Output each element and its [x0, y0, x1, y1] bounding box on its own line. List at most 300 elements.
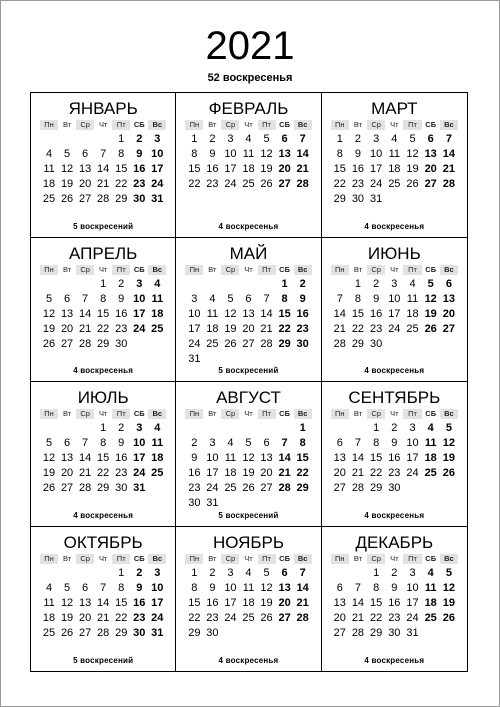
weekday-header — [331, 120, 458, 130]
day-cell: 22 — [188, 611, 201, 624]
day-cell: 6 — [64, 437, 71, 449]
day-cell: 1 — [299, 422, 306, 434]
month-name: ОКТЯБРЬ — [63, 532, 143, 552]
empty-day-cell — [422, 626, 440, 641]
week-row — [40, 466, 166, 481]
weekday-header — [40, 265, 166, 275]
week-row — [40, 611, 166, 626]
day-cell: 14 — [296, 148, 309, 160]
weekday-label: Вт — [353, 120, 363, 129]
day-cell: 28 — [442, 178, 455, 190]
day-cell: 8 — [191, 148, 198, 160]
empty-day-cell — [239, 352, 257, 367]
day-cell: 20 — [278, 596, 291, 609]
weekday-label: Ср — [76, 265, 94, 275]
month-name: ЯНВАРЬ — [68, 99, 138, 118]
day-cell: 26 — [42, 337, 56, 350]
sunday-count: 4 воскресенья — [364, 366, 425, 375]
day-cell: 18 — [242, 163, 255, 175]
weekday-label: Пн — [185, 265, 203, 275]
day-cell: 1 — [118, 133, 125, 145]
day-cell: 9 — [136, 148, 143, 160]
day-cell: 22 — [188, 178, 201, 190]
weekday-label: Чт — [98, 553, 108, 563]
week-row — [185, 626, 311, 641]
weekday-label: Чт — [390, 264, 399, 274]
weekday-label: Пн — [331, 120, 349, 130]
day-cell: 19 — [42, 467, 56, 479]
day-cell: 4 — [391, 133, 398, 145]
day-cell: 16 — [133, 596, 146, 609]
day-cell: 15 — [351, 307, 365, 320]
day-cell: 11 — [406, 292, 419, 305]
day-cell: 8 — [118, 148, 125, 160]
day-cell: 24 — [188, 337, 201, 350]
sunday-count: 4 воскресенья — [73, 366, 134, 375]
day-cell: 30 — [115, 337, 128, 350]
day-cell: 19 — [442, 596, 455, 609]
day-cell: 29 — [351, 337, 365, 350]
week-row — [40, 192, 166, 207]
day-cell: 17 — [206, 467, 219, 479]
sunday-count: 5 воскресений — [73, 221, 134, 231]
day-cell: 24 — [133, 467, 146, 479]
weekday-label: Вт — [62, 553, 72, 563]
empty-day-cell — [349, 566, 367, 581]
weekday-label: Вс — [294, 265, 312, 275]
day-cell: 29 — [97, 337, 110, 350]
day-cell: 28 — [351, 482, 365, 494]
month-panel — [31, 382, 176, 527]
weekday-label: СБ — [133, 120, 145, 129]
day-cell: 25 — [151, 322, 164, 335]
day-cell: 12 — [260, 581, 273, 594]
day-cell: 10 — [224, 581, 237, 594]
day-cell: 23 — [296, 322, 309, 335]
empty-day-cell — [440, 481, 458, 496]
day-cell: 4 — [45, 148, 53, 160]
day-cell: 16 — [206, 596, 219, 609]
weekday-label: Пт — [112, 265, 130, 275]
day-cell: 13 — [60, 307, 74, 320]
week-row — [40, 626, 166, 641]
day-cell: 26 — [60, 193, 74, 205]
week-row — [40, 421, 166, 436]
empty-day-cell — [276, 496, 294, 511]
day-cell: 23 — [115, 322, 128, 335]
day-cell: 7 — [281, 437, 288, 449]
day-cell: 9 — [118, 292, 125, 305]
month-panel — [31, 238, 176, 383]
empty-day-cell — [403, 337, 421, 352]
weekday-header — [40, 120, 166, 130]
weekday-header — [331, 409, 458, 419]
weekday-label: Пт — [403, 409, 421, 419]
sunday-count: 5 воскресений — [73, 656, 134, 665]
day-cell: 17 — [406, 596, 419, 609]
day-cell: 10 — [133, 437, 146, 449]
empty-day-cell — [276, 421, 294, 436]
day-cell: 26 — [442, 611, 455, 624]
day-cell: 15 — [115, 163, 128, 175]
day-cell: 14 — [78, 307, 92, 320]
week-row — [40, 481, 166, 496]
day-cell: 8 — [118, 581, 125, 594]
day-cell: 12 — [42, 452, 56, 464]
day-cell: 21 — [78, 322, 92, 335]
day-cell: 18 — [42, 611, 56, 624]
day-cell: 26 — [60, 626, 74, 639]
day-cell: 24 — [151, 178, 164, 190]
day-cell: 1 — [354, 277, 361, 290]
day-cell: 5 — [427, 277, 434, 290]
weekday-label: Пт — [112, 554, 130, 564]
week-row — [331, 292, 458, 307]
day-cell: 1 — [191, 133, 198, 145]
week-row — [331, 277, 458, 292]
day-cell: 14 — [97, 163, 110, 175]
day-cell: 31 — [370, 193, 383, 205]
day-cell: 29 — [333, 193, 346, 205]
weekday-label: Ср — [76, 120, 94, 130]
calendar-grid — [30, 92, 468, 672]
day-cell: 20 — [60, 322, 74, 335]
day-cell: 8 — [373, 581, 380, 594]
day-cell: 26 — [42, 482, 56, 494]
week-row — [331, 307, 458, 322]
empty-day-cell — [94, 132, 112, 147]
day-cell: 25 — [151, 467, 164, 479]
day-cell: 14 — [296, 581, 309, 594]
day-cell: 13 — [78, 163, 92, 175]
weekday-header — [185, 554, 311, 564]
sunday-count: 4 воскресенья — [73, 510, 134, 520]
day-cell: 24 — [224, 178, 237, 190]
weekday-label: Вс — [440, 554, 458, 564]
day-cell: 5 — [64, 148, 71, 160]
day-cell: 22 — [333, 178, 346, 190]
empty-day-cell — [239, 626, 257, 641]
week-row — [40, 322, 166, 337]
weekday-label: СБ — [133, 409, 145, 418]
day-cell: 3 — [136, 422, 143, 434]
day-cell: 20 — [442, 307, 455, 320]
empty-day-cell — [58, 566, 76, 581]
weekday-label: Вс — [294, 120, 312, 130]
day-cell: 24 — [406, 611, 419, 624]
day-cell: 17 — [224, 596, 237, 609]
week-row — [185, 596, 311, 611]
month-panel — [322, 527, 467, 672]
day-cell: 29 — [296, 482, 309, 494]
day-cell: 24 — [370, 178, 383, 190]
day-cell: 29 — [115, 626, 128, 639]
day-cell: 2 — [391, 566, 398, 579]
day-cell: 14 — [351, 596, 365, 609]
day-cell: 6 — [445, 277, 452, 290]
year-title: 2021 — [205, 24, 295, 68]
day-cell: 11 — [424, 437, 437, 449]
weekday-label: Ср — [367, 409, 385, 419]
day-cell: 14 — [333, 307, 346, 320]
day-cell: 18 — [424, 596, 437, 609]
day-cell: 25 — [206, 337, 219, 350]
day-cell: 16 — [370, 307, 383, 320]
day-cell: 26 — [260, 178, 273, 190]
day-cell: 13 — [442, 292, 455, 305]
empty-day-cell — [185, 277, 203, 292]
empty-day-cell — [203, 277, 221, 292]
week-row — [331, 436, 458, 451]
week-row — [331, 626, 458, 641]
day-cell: 19 — [442, 452, 455, 464]
day-cell: 23 — [133, 178, 146, 190]
month-panel — [176, 382, 321, 527]
day-cell: 2 — [354, 133, 361, 145]
day-cell: 12 — [60, 163, 74, 175]
day-cell: 8 — [336, 148, 343, 160]
day-cell: 17 — [151, 596, 164, 609]
day-cell: 16 — [115, 307, 128, 320]
week-row — [185, 147, 311, 162]
day-cell: 13 — [424, 148, 437, 160]
day-cell: 19 — [42, 322, 56, 335]
day-cell: 18 — [151, 307, 164, 320]
week-row — [331, 581, 458, 596]
day-cell: 23 — [206, 178, 219, 190]
day-cell: 3 — [373, 133, 380, 145]
day-cell: 2 — [391, 422, 398, 434]
day-cell: 28 — [78, 337, 92, 350]
weekday-header — [185, 409, 311, 419]
day-cell: 8 — [100, 437, 107, 449]
day-cell: 3 — [227, 133, 234, 145]
month-name: МАЙ — [229, 243, 268, 263]
day-cell: 5 — [445, 422, 452, 434]
day-cell: 4 — [154, 277, 161, 290]
weekday-label: Чт — [244, 120, 253, 129]
month-panel — [322, 238, 467, 383]
empty-day-cell — [94, 566, 112, 581]
week-row — [185, 421, 311, 436]
day-cell: 17 — [406, 452, 419, 464]
day-cell: 18 — [206, 322, 219, 335]
day-cell: 14 — [260, 307, 273, 320]
day-cell: 27 — [333, 626, 346, 639]
day-cell: 12 — [242, 452, 255, 464]
day-cell: 23 — [188, 482, 201, 494]
day-cell: 4 — [209, 292, 216, 305]
weekday-label: Пт — [258, 409, 276, 419]
day-cell: 10 — [224, 148, 237, 160]
day-cell: 9 — [136, 581, 143, 594]
day-cell: 6 — [336, 581, 343, 594]
day-cell: 13 — [278, 148, 291, 160]
day-cell: 23 — [115, 467, 128, 479]
day-cell: 10 — [188, 307, 201, 320]
day-cell: 26 — [260, 611, 273, 624]
empty-day-cell — [294, 496, 312, 511]
day-cell: 31 — [133, 482, 146, 494]
week-row — [185, 566, 311, 581]
day-cell: 11 — [151, 437, 164, 449]
week-row — [185, 292, 311, 307]
weekday-label: Вс — [440, 265, 458, 275]
day-cell: 31 — [151, 626, 164, 639]
day-cell: 1 — [100, 277, 107, 290]
day-cell: 5 — [445, 566, 452, 579]
week-row — [331, 132, 458, 147]
day-cell: 15 — [333, 163, 346, 175]
weekday-label: Пн — [185, 554, 203, 564]
week-row — [185, 352, 311, 367]
day-cell: 27 — [333, 482, 346, 494]
day-cell: 24 — [151, 611, 164, 624]
weekday-header — [185, 265, 311, 275]
week-row — [331, 322, 458, 337]
day-cell: 18 — [224, 467, 237, 479]
day-cell: 27 — [78, 626, 92, 639]
day-cell: 17 — [370, 163, 383, 175]
weekday-label: СБ — [279, 264, 290, 274]
weekday-label: Пн — [40, 409, 58, 419]
day-cell: 25 — [242, 178, 255, 190]
empty-day-cell — [76, 421, 94, 436]
day-cell: 25 — [424, 467, 437, 479]
day-cell: 4 — [227, 437, 234, 449]
weekday-label: Пн — [185, 409, 203, 419]
day-cell: 30 — [370, 337, 383, 350]
empty-day-cell — [148, 337, 166, 352]
day-cell: 11 — [43, 596, 55, 609]
day-cell: 20 — [278, 163, 291, 175]
day-cell: 13 — [260, 452, 273, 464]
weekday-header — [185, 120, 311, 130]
weekday-label: Пт — [112, 409, 130, 419]
weekday-label: Пт — [403, 554, 421, 564]
sunday-count: 4 воскресенья — [364, 221, 425, 231]
day-cell: 11 — [388, 148, 401, 160]
day-cell: 5 — [45, 437, 53, 449]
day-cell: 13 — [333, 596, 346, 609]
week-row — [331, 337, 458, 352]
day-cell: 28 — [351, 626, 365, 639]
week-row — [185, 177, 311, 192]
empty-day-cell — [422, 192, 440, 207]
day-cell: 21 — [260, 322, 273, 335]
week-row — [185, 132, 311, 147]
day-cell: 10 — [133, 292, 146, 305]
weekday-header — [40, 554, 166, 564]
day-cell: 17 — [188, 322, 201, 335]
weekday-label: Вт — [62, 409, 72, 418]
day-cell: 20 — [260, 467, 273, 479]
day-cell: 2 — [136, 566, 143, 579]
empty-day-cell — [40, 566, 58, 581]
weekday-label: Вс — [148, 554, 166, 564]
day-cell: 22 — [351, 322, 365, 335]
week-row — [40, 277, 166, 292]
month-name: МАРТ — [371, 99, 418, 118]
day-cell: 5 — [245, 437, 252, 449]
day-cell: 18 — [42, 178, 56, 190]
day-cell: 17 — [133, 307, 146, 320]
day-cell: 26 — [242, 482, 255, 494]
day-cell: 12 — [442, 437, 455, 449]
day-cell: 18 — [242, 596, 255, 609]
day-cell: 12 — [260, 148, 273, 160]
empty-day-cell — [221, 496, 239, 511]
empty-day-cell — [203, 421, 221, 436]
month-panel — [176, 527, 321, 672]
day-cell: 9 — [391, 581, 398, 594]
empty-day-cell — [239, 421, 257, 436]
weekday-header — [40, 409, 166, 419]
day-cell: 7 — [82, 292, 89, 305]
day-cell: 10 — [406, 437, 419, 449]
month-panel — [176, 93, 321, 238]
weekday-header — [331, 265, 458, 275]
day-cell: 22 — [370, 611, 383, 624]
weekday-label: Ср — [367, 120, 385, 130]
weekday-label: СБ — [425, 553, 437, 563]
empty-day-cell — [258, 352, 276, 367]
week-row — [185, 322, 311, 337]
empty-day-cell — [130, 337, 148, 352]
day-cell: 1 — [373, 566, 380, 579]
empty-day-cell — [403, 192, 421, 207]
day-cell: 13 — [242, 307, 255, 320]
day-cell: 25 — [388, 178, 401, 190]
weekday-label: Вс — [440, 409, 458, 419]
day-cell: 21 — [97, 611, 110, 624]
day-cell: 5 — [64, 581, 71, 594]
day-cell: 22 — [278, 322, 291, 335]
day-cell: 20 — [424, 163, 437, 175]
day-cell: 7 — [100, 148, 107, 160]
day-cell: 5 — [227, 292, 234, 305]
day-cell: 10 — [206, 452, 219, 464]
day-cell: 26 — [224, 337, 237, 350]
empty-day-cell — [403, 481, 421, 496]
day-cell: 2 — [299, 277, 306, 290]
week-row — [40, 147, 166, 162]
week-row — [331, 466, 458, 481]
weekday-label: СБ — [133, 264, 145, 274]
day-cell: 16 — [115, 452, 128, 464]
day-cell: 10 — [151, 581, 164, 594]
day-cell: 16 — [206, 163, 219, 175]
weekday-label: Чт — [390, 409, 399, 418]
day-cell: 9 — [354, 148, 361, 160]
empty-day-cell — [76, 277, 94, 292]
day-cell: 11 — [242, 148, 255, 160]
day-cell: 19 — [60, 611, 74, 624]
day-cell: 19 — [406, 163, 419, 175]
day-cell: 28 — [260, 337, 273, 350]
day-cell: 6 — [64, 292, 71, 305]
sunday-count: 5 воскресений — [218, 510, 279, 520]
week-row — [40, 337, 166, 352]
day-cell: 16 — [188, 467, 201, 479]
day-cell: 28 — [333, 337, 346, 350]
day-cell: 2 — [209, 133, 216, 145]
day-cell: 2 — [118, 422, 125, 434]
week-row — [331, 177, 458, 192]
day-cell: 7 — [354, 581, 361, 594]
weekday-label: Ср — [367, 554, 385, 564]
day-cell: 7 — [336, 292, 343, 305]
